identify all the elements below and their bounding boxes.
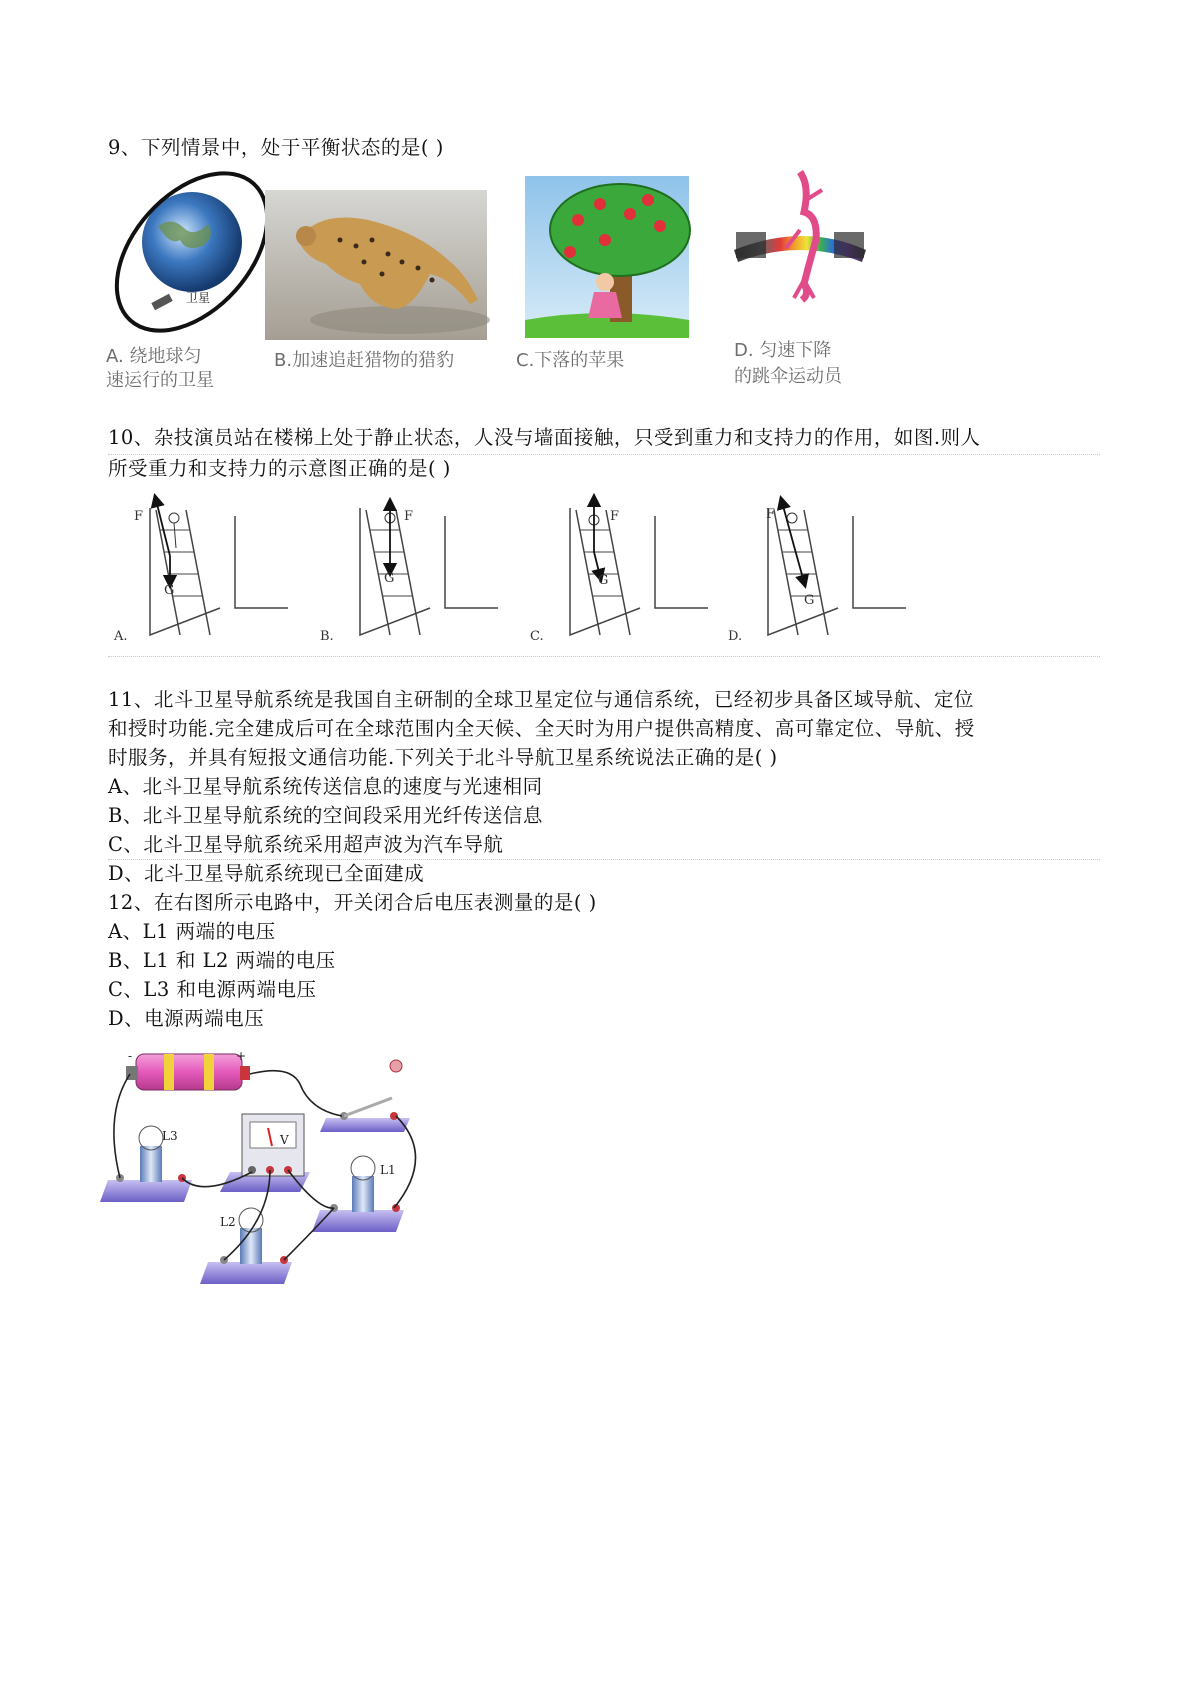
q12-option-b: B、L1 和 L2 两端的电压: [108, 949, 336, 972]
svg-text:G: G: [384, 571, 395, 586]
svg-text:F: F: [766, 507, 776, 522]
svg-text:G: G: [804, 593, 815, 608]
q12-circuit-image: [100, 1048, 430, 1293]
svg-text:D.: D.: [728, 629, 743, 644]
svg-text:V: V: [280, 1133, 289, 1147]
q11-stem-line2: 和授时功能.完全建成后可在全球范围内全天候、全天时为用户提供高精度、高可靠定位、导航、授: [108, 717, 975, 740]
svg-text:卫星: 卫星: [186, 291, 211, 305]
switch: [320, 1060, 410, 1132]
divider: [108, 656, 1100, 657]
svg-text:F: F: [134, 509, 144, 524]
q11-option-b: B、北斗卫星导航系统的空间段采用光纤传送信息: [108, 804, 543, 827]
svg-text:F: F: [610, 509, 620, 524]
svg-text:L1: L1: [380, 1163, 396, 1177]
q12-stem: 12、在右图所示电路中，开关闭合后电压表测量的是( ): [108, 891, 597, 914]
q11-stem-line3: 时服务，并具有短报文通信功能.下列关于北斗导航卫星系统说法正确的是( ): [108, 746, 778, 769]
svg-text:F: F: [404, 509, 414, 524]
q11-stem-line1: 11、北斗卫星导航系统是我国自主研制的全球卫星定位与通信系统，已经初步具备区域导航、定位: [108, 688, 974, 711]
q12-option-c: C、L3 和电源两端电压: [108, 978, 317, 1001]
svg-text:B.: B.: [320, 629, 334, 644]
lamp-l1: [312, 1156, 404, 1232]
q11-option-c: C、北斗卫星导航系统采用超声波为汽车导航: [108, 833, 504, 856]
svg-text:D. 匀速下降: D. 匀速下降: [734, 340, 832, 361]
option-d-parachutist-image: [734, 172, 866, 387]
q12-option-d: D、电源两端电压: [108, 1007, 265, 1030]
lamp-l2: [200, 1208, 292, 1284]
q11-option-a: A、北斗卫星导航系统传送信息的速度与光速相同: [108, 775, 543, 798]
q10-option-a-diagram: [113, 500, 288, 644]
svg-text:C.: C.: [530, 629, 544, 644]
satellite-icon: [151, 294, 172, 310]
svg-text:-: -: [128, 1049, 133, 1063]
option-c-apple-tree-image: [516, 176, 690, 371]
svg-text:A.: A.: [114, 629, 128, 644]
svg-text:L3: L3: [162, 1129, 178, 1143]
svg-text:B.加速追赶猎物的猎豹: B.加速追赶猎物的猎豹: [274, 350, 455, 371]
svg-text:L2: L2: [220, 1215, 236, 1229]
svg-text:G: G: [164, 583, 175, 598]
svg-text:G: G: [598, 573, 609, 588]
q10-stem-line1: 10、杂技演员站在楼梯上处于静止状态，人没与墙面接触，只受到重力和支持力的作用，如图.则人: [108, 426, 981, 449]
q9-figures: [100, 170, 880, 400]
option-b-cheetah-image: [265, 190, 490, 371]
svg-text:A. 绕地球匀: A. 绕地球匀: [106, 346, 202, 367]
svg-text:+: +: [236, 1049, 247, 1063]
q11-option-d: D、北斗卫星导航系统现已全面建成: [108, 862, 425, 885]
q12-option-a: A、L1 两端的电压: [108, 920, 276, 943]
q10-diagrams: [110, 490, 980, 650]
q10-stem-line2: 所受重力和支持力的示意图正确的是( ): [108, 457, 451, 480]
svg-text:速运行的卫星: 速运行的卫星: [106, 370, 214, 391]
q10-option-d-diagram: [728, 502, 906, 644]
q10-option-b-diagram: [320, 504, 498, 644]
svg-text:的跳伞运动员: 的跳伞运动员: [734, 366, 842, 387]
battery: [126, 1049, 250, 1090]
svg-text:C.下落的苹果: C.下落的苹果: [516, 350, 625, 371]
q10-option-c-diagram: [530, 500, 708, 644]
q9-stem: 9、下列情景中，处于平衡状态的是( ): [108, 136, 444, 159]
